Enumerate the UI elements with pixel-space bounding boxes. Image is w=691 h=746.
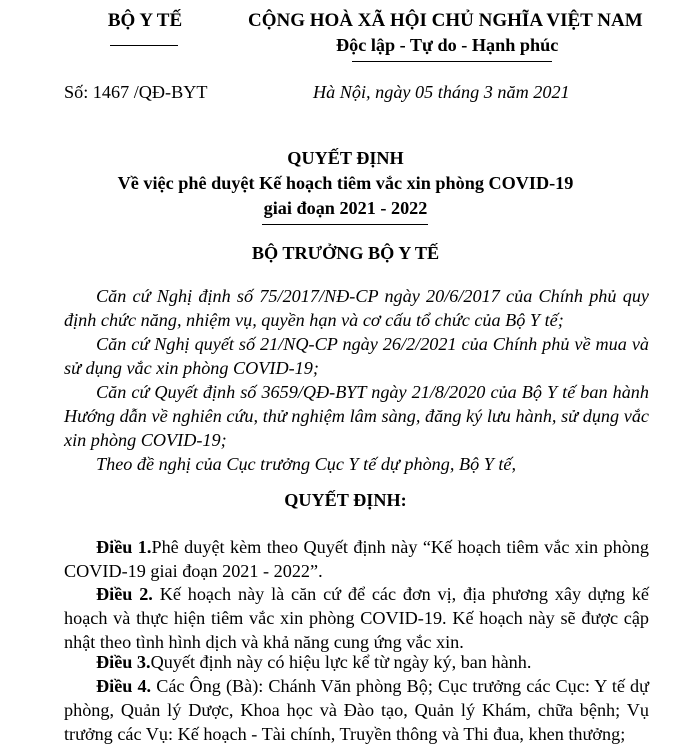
article-2-text: Kế hoạch này là căn cứ để các đơn vị, địa phương xây dựng kế hoạch và thực hiện tiêm vắc xin phòng COVID-19. Kế hoạch này sẽ được cập nhật theo tình hình dịch và khả năng cung ứng vắc xin.	[64, 584, 650, 652]
decision-heading: QUYẾT ĐỊNH:	[284, 490, 407, 510]
place-and-date: Hà Nội, ngày 05 tháng 3 năm 2021	[313, 82, 570, 102]
article-2	[64, 582, 649, 654]
proposal-basis: Theo đề nghị của Cục trưởng Cục Y tế dự phòng, Bộ Y tế,	[96, 454, 517, 474]
motto-underline	[352, 61, 552, 62]
article-4-text: Các Ông (Bà): Chánh Văn phòng Bộ; Cục trưởng các Cục: Y tế dự phòng, Quản lý Dược, Khoa học và Đào tạo, Quản lý Khám, chữa bệnh; Vụ trưởng các Vụ: Kế hoạch - Tài chính, Truyền thông và Thi đua, khen thưởng;	[64, 676, 650, 744]
subject-line-2: giai đoạn 2021 - 2022	[263, 198, 428, 218]
article-1	[64, 535, 649, 583]
article-1-text: Phê duyệt kèm theo Quyết định này “Kế hoạch tiêm vắc xin phòng COVID-19 giai đoạn 2021 - 2022”.	[64, 537, 649, 581]
legal-basis-3: Căn cứ Quyết định số 3659/QĐ-BYT ngày 21/8/2020 của Bộ Y tế ban hành Hướng dẫn về nghiên cứu, thử nghiệm lâm sàng, đăng ký lưu hành, sử dụng vắc xin phòng COVID-19;	[64, 382, 649, 450]
national-motto: Độc lập - Tự do - Hạnh phúc	[336, 35, 559, 55]
article-3-text: Quyết định này có hiệu lực kể từ ngày ký, ban hành.	[150, 652, 532, 672]
legal-basis-1: Căn cứ Nghị định số 75/2017/NĐ-CP ngày 20/6/2017 của Chính phủ quy định chức năng, nhiệm vụ, quyền hạn và cơ cấu tổ chức của Bộ Y tế;	[64, 286, 649, 330]
ministry-underline	[110, 45, 178, 46]
article-1-label: Điều 1.	[96, 537, 152, 557]
ministry-name: BỘ Y TẾ	[107, 10, 183, 31]
article-4-label: Điều 4.	[96, 676, 152, 696]
document-number: Số: 1467 /QĐ-BYT	[64, 82, 208, 102]
subject-underline	[262, 224, 428, 225]
article-3	[64, 650, 649, 674]
article-4	[64, 674, 649, 746]
article-2-label: Điều 2.	[96, 584, 153, 604]
legal-basis-2: Căn cứ Nghị quyết số 21/NQ-CP ngày 26/2/2021 của Chính phủ về mua và sử dụng vắc xin phòng COVID-19;	[64, 334, 649, 378]
subject-line-1: Về việc phê duyệt Kế hoạch tiêm vắc xin phòng COVID-19	[117, 173, 574, 193]
article-3-label: Điều 3.	[96, 652, 151, 672]
issuer-title: BỘ TRƯỞNG BỘ Y TẾ	[251, 243, 440, 263]
document-type: QUYẾT ĐỊNH	[287, 148, 404, 168]
country-name: CỘNG HOÀ XÃ HỘI CHỦ NGHĨA VIỆT NAM	[248, 10, 643, 31]
